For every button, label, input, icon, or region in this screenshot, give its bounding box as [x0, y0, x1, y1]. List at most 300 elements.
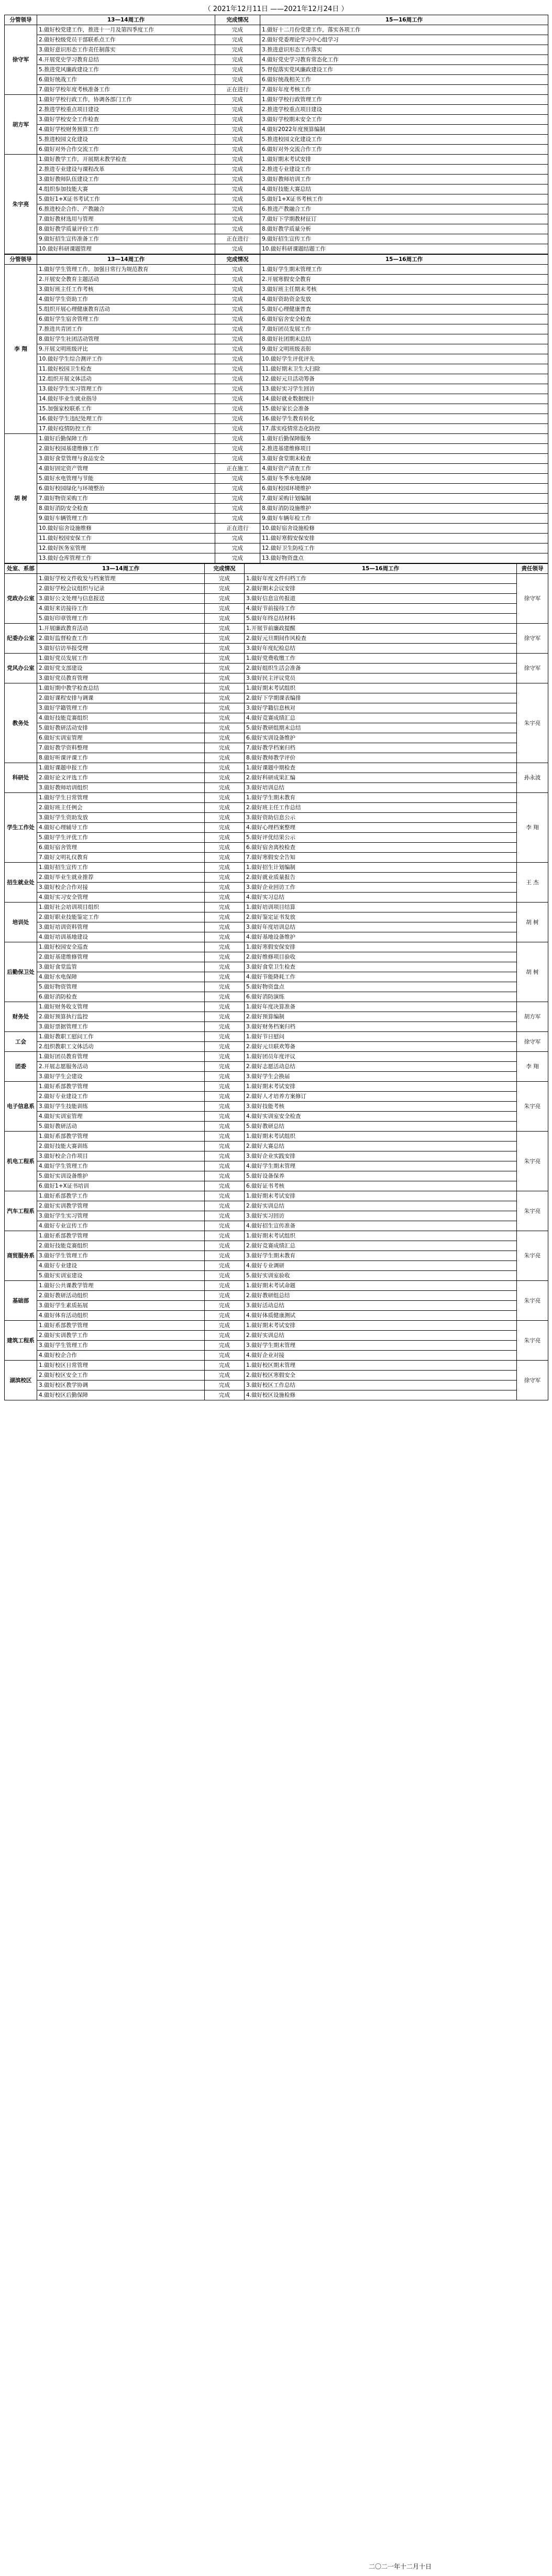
status-cell: 完成: [205, 1311, 245, 1321]
status-cell: 完成: [215, 454, 260, 464]
task-current-cell: 8.做好学生社团活动管理: [37, 334, 215, 344]
task-current-cell: 3.做好学生素质拓展: [37, 1301, 205, 1311]
task-current-cell: 3.做好意识形态工作责任制落实: [37, 45, 215, 55]
table-row: [5, 324, 548, 334]
task-current-cell: 2.做好校园基建维修工作: [37, 444, 215, 454]
task-next-cell: 3.做好信息宣传报道: [245, 594, 517, 604]
table-row: [5, 1022, 548, 1032]
task-next-cell: 3.做好学籍信息核对: [245, 703, 517, 713]
task-next-cell: 1.做好期末考试安排: [245, 1082, 517, 1092]
task-current-cell: 1.做好系部教学管理: [37, 1132, 205, 1142]
status-cell: 完成: [205, 823, 245, 833]
table-row: [5, 893, 548, 903]
task-next-cell: 6.做好统战相关工作: [260, 75, 548, 85]
table-row: [5, 1321, 548, 1331]
table-row: [5, 753, 548, 763]
table-row: [5, 65, 548, 75]
table-row: [5, 305, 548, 314]
task-next-cell: 6.做好证书考核: [245, 1181, 517, 1191]
status-cell: 完成: [205, 1112, 245, 1122]
status-cell: 完成: [215, 75, 260, 85]
task-next-cell: 2.做好鉴定证书发放: [245, 912, 517, 922]
table-row: [5, 1151, 548, 1161]
department-cell: 党风办公室: [5, 654, 37, 683]
table-row: [5, 1291, 548, 1301]
task-current-cell: 10.做好宿舍设施维修: [37, 524, 215, 534]
task-next-cell: 1.做好后勤保障服务: [260, 434, 548, 444]
table-row: [5, 574, 548, 584]
task-current-cell: 1.做好教职工慰问工作: [37, 1032, 205, 1042]
task-current-cell: 6.做好校园绿化与环境整治: [37, 484, 215, 494]
department-cell: 团委: [5, 1052, 37, 1082]
task-next-cell: 3.做好学生会换届: [245, 1072, 517, 1082]
task-current-cell: 4.做好实习安全管理: [37, 893, 205, 903]
task-next-cell: 2.做好教研组总结: [245, 1291, 517, 1301]
table-row: [5, 1102, 548, 1112]
table-row: [5, 843, 548, 853]
task-current-cell: 6.做好消防检查: [37, 992, 205, 1002]
task-next-cell: 1.做好年度文件归档工作: [245, 574, 517, 584]
responsible-leader-cell: 徐守军: [517, 624, 548, 654]
task-next-cell: 1.做好培训项目结算: [245, 903, 517, 912]
task-current-cell: 4.做好专业宣传工作: [37, 1221, 205, 1231]
task-next-cell: 12.做好元旦活动筹备: [260, 374, 548, 384]
table-row: [5, 1231, 548, 1241]
task-next-cell: 16.做好学生教育转化: [260, 414, 548, 424]
table-row: [5, 534, 548, 544]
column-header: 15—16周工作: [260, 15, 548, 25]
status-cell: 完成: [205, 654, 245, 664]
task-current-cell: 1.做好教学工作，开展期末教学检查: [37, 155, 215, 165]
task-current-cell: 1.做好财务收支管理: [37, 1002, 205, 1012]
table-row: [5, 553, 548, 563]
status-cell: 完成: [215, 534, 260, 544]
status-cell: 完成: [205, 683, 245, 693]
table-row: [5, 1261, 548, 1271]
status-cell: 完成: [215, 45, 260, 55]
task-current-cell: 5.做好实训设备维护: [37, 1171, 205, 1181]
department-cell: 商贸服务系: [5, 1231, 37, 1281]
task-next-cell: 5.做好1+X证书考核工作: [260, 194, 548, 204]
task-current-cell: 3.做好食堂管理与食品安全: [37, 454, 215, 464]
table-row: [5, 165, 548, 175]
department-cell: 后勤保卫处: [5, 942, 37, 1002]
responsible-leader-cell: 徐守军: [517, 574, 548, 624]
task-next-cell: 1.做好节日慰问: [245, 1032, 517, 1042]
task-current-cell: 7.做好物资采购工作: [37, 494, 215, 504]
department-cell: 汽车工程系: [5, 1191, 37, 1231]
table-row: [5, 25, 548, 35]
table-row: [5, 1052, 548, 1062]
status-cell: 完成: [215, 544, 260, 553]
status-cell: 完成: [205, 1351, 245, 1361]
department-cell: 电子信息系: [5, 1082, 37, 1132]
task-next-cell: 2.推进专业建设工作: [260, 165, 548, 175]
table-row: [5, 1012, 548, 1022]
task-current-cell: 11.做好校园安保工作: [37, 534, 215, 544]
table-row: [5, 155, 548, 165]
status-cell: 正在进行: [215, 234, 260, 244]
task-current-cell: 3.做好学生技能训练: [37, 1102, 205, 1112]
column-header: 完成情况: [215, 15, 260, 25]
task-next-cell: 17.落实疫情常态化防控: [260, 424, 548, 434]
status-cell: 完成: [205, 783, 245, 793]
table-row: [5, 634, 548, 644]
task-current-cell: 7.做好文明礼仪教育: [37, 853, 205, 863]
column-header: 分管领导: [5, 255, 37, 265]
table-row: [5, 434, 548, 444]
task-current-cell: 4.做好来访接待工作: [37, 604, 205, 614]
table-row: [5, 733, 548, 743]
task-next-cell: 4.做好学生期末管理: [245, 1161, 517, 1171]
task-next-cell: 5.做好评优结果公示: [245, 833, 517, 843]
status-cell: 完成: [205, 1092, 245, 1102]
status-cell: 完成: [205, 833, 245, 843]
table-row: [5, 1241, 548, 1251]
status-cell: 完成: [205, 1082, 245, 1092]
task-next-cell: 4.做好基地设备维护: [245, 932, 517, 942]
task-next-cell: 2.做好大赛总结: [245, 1142, 517, 1151]
task-current-cell: 3.做好教师队伍建设工作: [37, 175, 215, 184]
table-row: [5, 1301, 548, 1311]
table-row: [5, 1142, 548, 1151]
responsible-leader-cell: 李 翔: [517, 793, 548, 863]
task-next-cell: 8.做好消防设施维护: [260, 504, 548, 514]
table-row: [5, 414, 548, 424]
task-current-cell: 2.开展安全教育主题活动: [37, 275, 215, 285]
table-row: [5, 384, 548, 394]
task-current-cell: 4.开展党史学习教育总结: [37, 55, 215, 65]
status-cell: 完成: [205, 703, 245, 713]
task-current-cell: 1.做好公共课教学管理: [37, 1281, 205, 1291]
task-current-cell: 2.做好监督检查工作: [37, 634, 205, 644]
task-next-cell: 3.做好企业回访工作: [245, 883, 517, 893]
status-cell: 完成: [205, 1221, 245, 1231]
responsible-leader-cell: 胡方军: [517, 1002, 548, 1032]
task-next-cell: 4.做好校区设施检修: [245, 1390, 517, 1400]
work-plan-table-3: [4, 563, 548, 1400]
status-cell: 完成: [205, 1331, 245, 1341]
responsible-leader-cell: 朱宇亮: [517, 1231, 548, 1281]
table-row: [5, 444, 548, 454]
status-cell: 完成: [205, 604, 245, 614]
table-row: [5, 224, 548, 234]
task-current-cell: 5.组织开展心理健康教育活动: [37, 305, 215, 314]
task-current-cell: 9.做好车辆管理工作: [37, 514, 215, 524]
task-current-cell: 1.做好学生日常管理: [37, 793, 205, 803]
status-cell: 完成: [205, 1142, 245, 1151]
task-next-cell: 1.做好学校行政管理工作: [260, 95, 548, 105]
department-cell: 学生工作处: [5, 793, 37, 863]
status-cell: 完成: [205, 952, 245, 962]
table-row: [5, 1132, 548, 1142]
task-next-cell: 3.做好企业实践安排: [245, 1151, 517, 1161]
status-cell: 完成: [205, 1052, 245, 1062]
table-row: [5, 394, 548, 404]
task-current-cell: 1.做好招生宣传工作: [37, 863, 205, 873]
task-next-cell: 3.做好教师培训工作: [260, 175, 548, 184]
task-current-cell: 2.做好实训教学工作: [37, 1331, 205, 1341]
status-cell: 完成: [205, 1072, 245, 1082]
department-cell: 财务处: [5, 1002, 37, 1032]
task-next-cell: 7.做好年度考核工作: [260, 85, 548, 95]
status-cell: 完成: [205, 903, 245, 912]
task-current-cell: 8.做好教学质量评价工作: [37, 224, 215, 234]
table-row: [5, 234, 548, 244]
task-next-cell: 3.做好资助信息公示: [245, 813, 517, 823]
task-next-cell: 3.做好校区工作总结: [245, 1381, 517, 1390]
task-next-cell: 9.做好招生宣传工作: [260, 234, 548, 244]
table-row: [5, 942, 548, 952]
task-current-cell: 1.做好校园安全巡查: [37, 942, 205, 952]
task-current-cell: 2.做好职业技能鉴定工作: [37, 912, 205, 922]
status-cell: 完成: [205, 932, 245, 942]
status-cell: 完成: [215, 115, 260, 125]
task-current-cell: 10.做好学生综合测评工作: [37, 354, 215, 364]
table-row: [5, 763, 548, 773]
column-header: 15—16周工作: [260, 255, 548, 265]
table-row: [5, 713, 548, 723]
task-next-cell: 7.做好下学期教材征订: [260, 214, 548, 224]
task-next-cell: 4.做好资助资金发放: [260, 295, 548, 305]
task-current-cell: 4.做好学校财务预算工作: [37, 125, 215, 135]
status-cell: 完成: [215, 553, 260, 563]
task-current-cell: 4.做好校企合作: [37, 1351, 205, 1361]
task-current-cell: 7.做好教学资料整理: [37, 743, 205, 753]
task-current-cell: 5.推进校园文化建设: [37, 135, 215, 145]
task-current-cell: 2.推进学校重点项目建设: [37, 105, 215, 115]
task-next-cell: 1.做好期末考试组织: [245, 1132, 517, 1142]
task-current-cell: 2.组织教职工文体活动: [37, 1042, 205, 1052]
task-current-cell: 7.做好教材选用与管理: [37, 214, 215, 224]
status-cell: 完成: [205, 1132, 245, 1142]
table-row: [5, 45, 548, 55]
task-current-cell: 3.做好培训资料管理: [37, 922, 205, 932]
table-row: [5, 1042, 548, 1052]
task-next-cell: 3.推进意识形态工作落实: [260, 45, 548, 55]
status-cell: 完成: [205, 1161, 245, 1171]
table-row: [5, 1112, 548, 1122]
task-next-cell: 3.做好民主评议党员: [245, 673, 517, 683]
status-cell: 完成: [215, 314, 260, 324]
task-current-cell: 14.做好毕业生就业指导: [37, 394, 215, 404]
task-current-cell: 1.做好校区日常管理: [37, 1361, 205, 1371]
task-current-cell: 6.做好实训室管理: [37, 733, 205, 743]
task-current-cell: 3.做好党员教育管理: [37, 673, 205, 683]
table-row: [5, 683, 548, 693]
status-cell: 完成: [215, 184, 260, 194]
status-cell: 完成: [215, 474, 260, 484]
status-cell: 完成: [215, 344, 260, 354]
status-cell: 完成: [215, 165, 260, 175]
status-cell: 完成: [215, 194, 260, 204]
task-next-cell: 7.做好寒假安全告知: [245, 853, 517, 863]
task-current-cell: 2.做好实训教学管理: [37, 1201, 205, 1211]
task-next-cell: 7.做好教学档案归档: [245, 743, 517, 753]
table-row: [5, 703, 548, 713]
table-row: [5, 494, 548, 504]
task-next-cell: 6.做好宿舍离校检查: [245, 843, 517, 853]
footer-date: 二〇二一年十二月十日: [368, 2563, 432, 2570]
task-next-cell: 8.做好教学质量分析: [260, 224, 548, 234]
task-next-cell: 3.做好技能考核: [245, 1102, 517, 1112]
status-cell: 完成: [205, 853, 245, 863]
department-cell: 教务处: [5, 683, 37, 763]
status-cell: 完成: [205, 1261, 245, 1271]
status-cell: 完成: [205, 1032, 245, 1042]
status-cell: 完成: [205, 793, 245, 803]
table-row: [5, 723, 548, 733]
task-next-cell: 1.做好年度决算准备: [245, 1002, 517, 1012]
task-next-cell: 5.督促落实党风廉政建设工作: [260, 65, 548, 75]
task-current-cell: 13.做好学生实习管理工作: [37, 384, 215, 394]
status-cell: 完成: [205, 942, 245, 952]
department-cell: 机电工程系: [5, 1132, 37, 1191]
status-cell: 完成: [205, 1291, 245, 1301]
task-next-cell: 3.做好年度纪检总结: [245, 644, 517, 654]
responsible-leader-cell: 李 翔: [517, 1052, 548, 1082]
task-next-cell: 5.做好冬季水电保障: [260, 474, 548, 484]
department-cell: 培训处: [5, 903, 37, 942]
task-current-cell: 3.做好教师培训组织: [37, 783, 205, 793]
task-next-cell: 3.做好学校期末安全工作: [260, 115, 548, 125]
task-current-cell: 2.做好论文评选工作: [37, 773, 205, 783]
status-cell: 完成: [215, 484, 260, 494]
task-next-cell: 2.开展寒假安全教育: [260, 275, 548, 285]
task-current-cell: 3.做好公文处理与信息报送: [37, 594, 205, 604]
task-current-cell: 2.做好教研活动组织: [37, 1291, 205, 1301]
status-cell: 完成: [215, 244, 260, 254]
responsible-leader-cell: 徐守军: [517, 654, 548, 683]
task-next-cell: 3.做好学生期末管理: [245, 1341, 517, 1351]
table-row: [5, 644, 548, 654]
task-current-cell: 4.做好专业建设: [37, 1261, 205, 1271]
task-current-cell: 2.做好课程安排与调课: [37, 693, 205, 703]
status-cell: 完成: [205, 644, 245, 654]
task-next-cell: 5.做好教研总结: [245, 1122, 517, 1132]
column-header: 完成情况: [205, 564, 245, 574]
task-current-cell: 6.做好学生宿舍管理工作: [37, 314, 215, 324]
task-next-cell: 1.做好期末考试组织: [245, 1231, 517, 1241]
table-row: [5, 873, 548, 883]
task-current-cell: 11.做好校园卫生检查: [37, 364, 215, 374]
department-cell: 党政办公室: [5, 574, 37, 624]
table-row: [5, 1361, 548, 1371]
task-next-cell: 2.做好党委理论学习中心组学习: [260, 35, 548, 45]
table-row: [5, 1221, 548, 1231]
task-current-cell: 17.做好疫情防控工作: [37, 424, 215, 434]
task-next-cell: 5.做好年终总结材料: [245, 614, 517, 624]
task-current-cell: 6.推进校企合作、产教融合: [37, 204, 215, 214]
section-b: [5, 255, 548, 563]
column-header: 13—14周工作: [37, 255, 215, 265]
task-next-cell: 13.做好物资盘点: [260, 553, 548, 563]
task-next-cell: 2.做好预算编制: [245, 1012, 517, 1022]
table-row: [5, 285, 548, 295]
table-row: [5, 1092, 548, 1102]
task-current-cell: 3.做好校企合作项目: [37, 1151, 205, 1161]
task-next-cell: 5.做好心理健康普查: [260, 305, 548, 314]
responsible-leader-cell: 朱宇亮: [517, 1191, 548, 1231]
table-row: [5, 773, 548, 783]
table-row: [5, 1271, 548, 1281]
task-next-cell: 5.做好设备保养: [245, 1171, 517, 1181]
task-next-cell: 2.做好竞赛成绩汇总: [245, 1241, 517, 1251]
task-current-cell: 5.做好实训室建设: [37, 1271, 205, 1281]
table-row: [5, 1072, 548, 1082]
table-row: [5, 833, 548, 843]
table-row: [5, 1171, 548, 1181]
task-next-cell: 3.做好培训总结: [245, 783, 517, 793]
task-next-cell: 4.做好企业对接: [245, 1351, 517, 1361]
task-current-cell: 9.做好招生宣传准备工作: [37, 234, 215, 244]
task-next-cell: 3.做好实习回访: [245, 1211, 517, 1221]
status-cell: 完成: [215, 444, 260, 454]
task-next-cell: 2.做好就业质量报告: [245, 873, 517, 883]
table-row: [5, 664, 548, 673]
table-row: [5, 972, 548, 982]
task-next-cell: 1.做好期末考试组织: [245, 683, 517, 693]
task-next-cell: 1.做好寒假安保安排: [245, 942, 517, 952]
status-cell: 完成: [215, 424, 260, 434]
task-current-cell: 12.做好医务室管理: [37, 544, 215, 553]
task-current-cell: 8.做好听课评课工作: [37, 753, 205, 763]
responsible-leader-cell: 朱宇亮: [517, 1082, 548, 1132]
responsible-leader-cell: 王 杰: [517, 863, 548, 903]
table-row: [5, 175, 548, 184]
task-next-cell: 11.做好寒假安保安排: [260, 534, 548, 544]
responsible-leader-cell: 朱宇亮: [517, 1132, 548, 1191]
status-cell: 完成: [205, 863, 245, 873]
status-cell: 完成: [205, 972, 245, 982]
task-current-cell: 1.做好学校行政工作，协调各部门工作: [37, 95, 215, 105]
task-next-cell: 1.做好团员年度评议: [245, 1052, 517, 1062]
status-cell: 完成: [205, 1390, 245, 1400]
task-current-cell: 3.做好学籍管理工作: [37, 703, 205, 713]
status-cell: 完成: [205, 1241, 245, 1251]
task-next-cell: 4.做好体质健康测试: [245, 1311, 517, 1321]
task-next-cell: 10.做好学生评优评先: [260, 354, 548, 364]
table-row: [5, 1371, 548, 1381]
table-row: [5, 424, 548, 434]
work-plan-table: [4, 15, 548, 254]
column-header: 13—14周工作: [37, 15, 215, 25]
task-current-cell: 3.做好信访举报受理: [37, 644, 205, 654]
status-cell: 正在进行: [215, 85, 260, 95]
table-row: [5, 982, 548, 992]
table-row: [5, 903, 548, 912]
task-current-cell: 4.做好实训室管理: [37, 1112, 205, 1122]
table-row: [5, 55, 548, 65]
table-row: [5, 992, 548, 1002]
table-row: [5, 1122, 548, 1132]
table-row: [5, 474, 548, 484]
status-cell: 完成: [215, 105, 260, 115]
task-current-cell: 1.做好系部教学管理: [37, 1082, 205, 1092]
task-current-cell: 4.做好校区后勤保障: [37, 1390, 205, 1400]
status-cell: 完成: [205, 843, 245, 853]
status-cell: 完成: [215, 125, 260, 135]
table-row: [5, 374, 548, 384]
status-cell: 完成: [215, 404, 260, 414]
task-current-cell: 5.推进党风廉政建设工作: [37, 65, 215, 75]
task-current-cell: 4.组织参加技能大赛: [37, 184, 215, 194]
table-row: [5, 314, 548, 324]
task-current-cell: 10.做好科研课题管理: [37, 244, 215, 254]
responsible-leader-cell: 徐守军: [517, 1361, 548, 1400]
status-cell: 完成: [205, 763, 245, 773]
responsible-leader-cell: 胡 树: [517, 942, 548, 1002]
